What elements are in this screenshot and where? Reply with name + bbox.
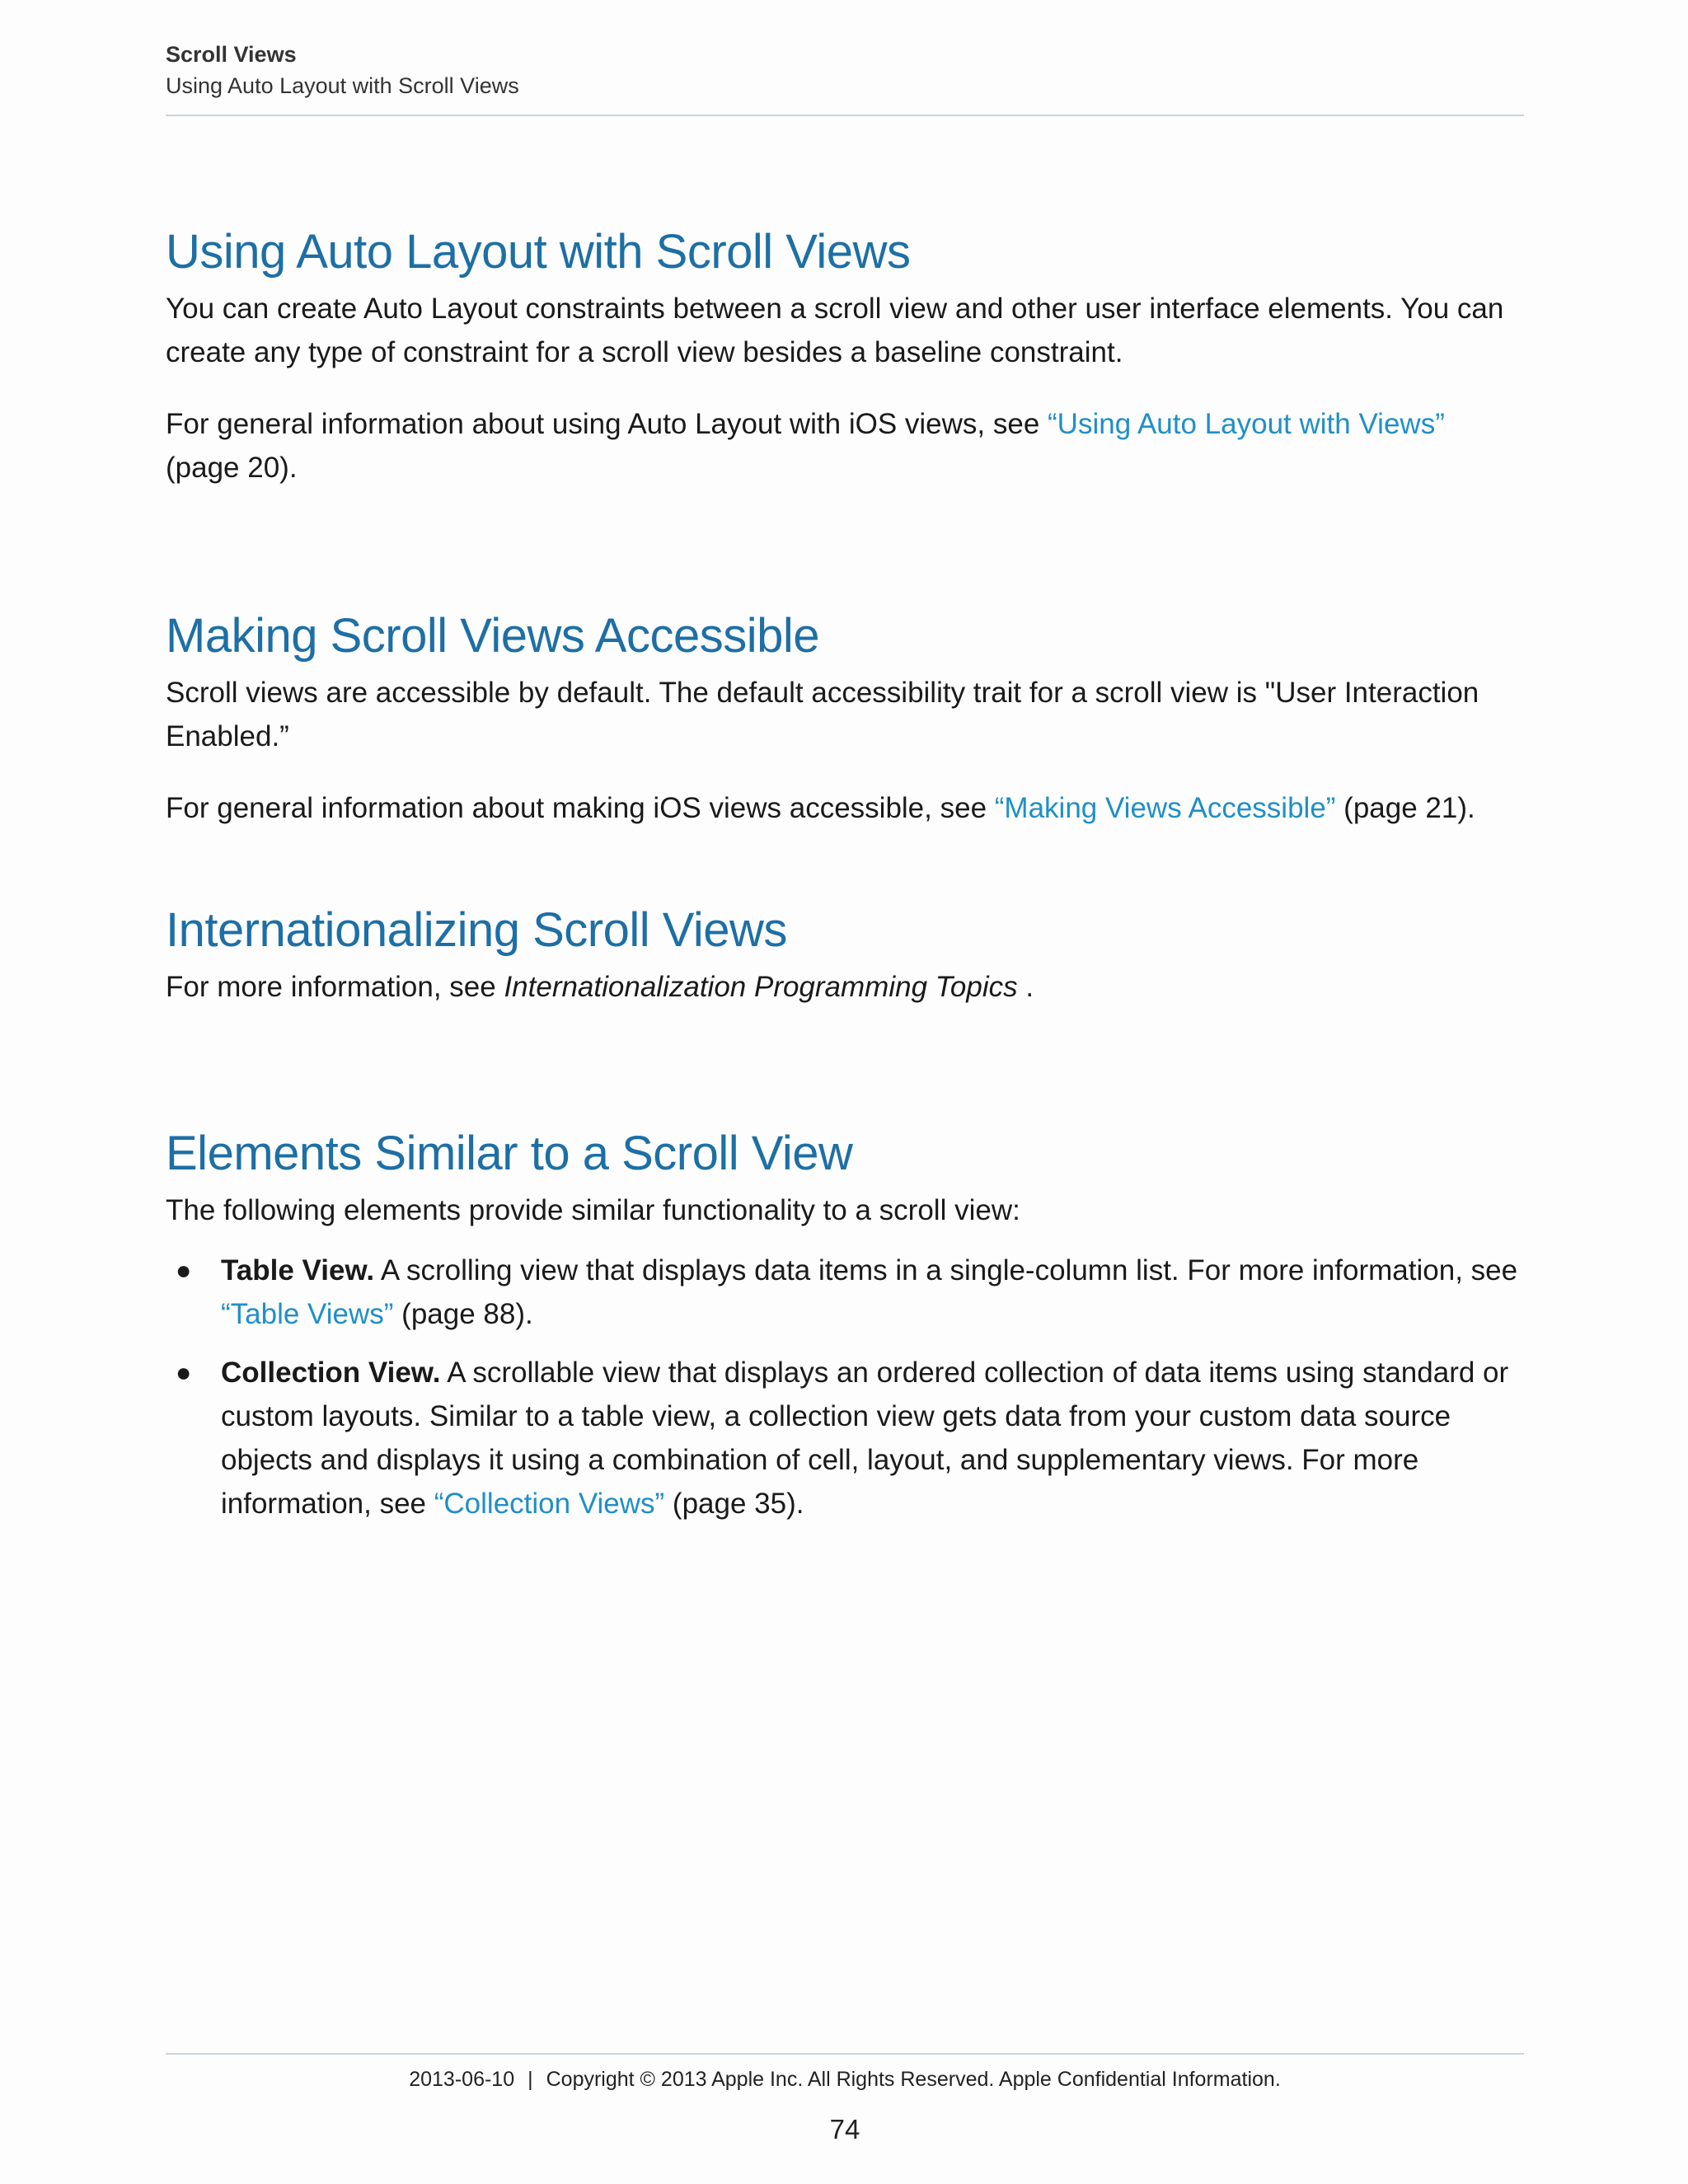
cross-reference-paragraph: [166, 965, 1524, 1009]
section-heading: Making Scroll Views Accessible: [166, 609, 820, 663]
text: For general information about making iOS views accessible, see: [166, 792, 995, 824]
section-heading: Using Auto Layout with Scroll Views: [166, 225, 911, 279]
list-item: [166, 1351, 1524, 1526]
footer-date: 2013-06-10: [409, 2068, 515, 2091]
page-number: 74: [829, 2114, 860, 2144]
section-similar-elements: [166, 1124, 1524, 1540]
section-heading: Elements Similar to a Scroll View: [166, 1127, 853, 1180]
text: For more information, see: [166, 971, 504, 1003]
text: (page 20).: [166, 452, 298, 484]
element-list: [166, 1249, 1524, 1526]
text: For general information about using Auto Layout with iOS views, see: [166, 408, 1048, 440]
footer-copyright: Copyright © 2013 Apple Inc. All Rights Reserved. Apple Confidential Information.: [546, 2068, 1281, 2091]
list-item-page-ref: (page 35).: [664, 1488, 804, 1520]
bullet-icon: ●: [176, 1357, 192, 1387]
list-item-page-ref: (page 88).: [393, 1298, 533, 1330]
list-item-text: A scrolling view that displays data items in a single-column list. For more information, see: [374, 1254, 1518, 1286]
footer-copyright-line: [166, 2064, 1524, 2094]
cross-reference-paragraph: [166, 786, 1524, 830]
section-accessibility: [166, 607, 1524, 830]
link-collection-views[interactable]: “Collection Views”: [434, 1488, 665, 1520]
list-item: [166, 1249, 1524, 1336]
section-heading: Internationalizing Scroll Views: [166, 903, 787, 957]
list-item-term: Collection View.: [221, 1357, 441, 1389]
footer-divider: [166, 2053, 1524, 2055]
paragraph: Scroll views are accessible by default. The default accessibility trait for a scroll view is "User Interaction Enabled.”: [166, 677, 1479, 752]
paragraph: The following elements provide similar functionality to a scroll view:: [166, 1194, 1020, 1226]
book-title-reference: Internationalization Programming Topics: [504, 971, 1018, 1003]
bullet-icon: ●: [176, 1255, 192, 1285]
text: (page 21).: [1335, 792, 1475, 824]
section-auto-layout: [166, 223, 1524, 490]
list-item-term: Table View.: [221, 1254, 375, 1286]
section-internationalizing: [166, 901, 1524, 1009]
list-item-text: A scrollable view that displays an ordered collection of data items using standard or custom layouts. Similar to a table view, a collection view gets data from your custom data source objects and displays it using a combination of cell, layout, and supplementary views. For more information, see: [221, 1357, 1509, 1520]
link-using-auto-layout-with-views[interactable]: “Using Auto Layout with Views”: [1048, 408, 1445, 440]
text: .: [1017, 971, 1034, 1003]
link-making-views-accessible[interactable]: “Making Views Accessible”: [994, 792, 1336, 824]
page-header: [166, 40, 1524, 102]
link-table-views[interactable]: “Table Views”: [221, 1298, 394, 1330]
header-section-title: Using Auto Layout with Scroll Views: [166, 73, 519, 98]
header-chapter-title: Scroll Views: [166, 42, 297, 67]
paragraph: You can create Auto Layout constraints between a scroll view and other user interface elements. You can create any type of constraint for a scroll view besides a baseline constraint.: [166, 293, 1504, 368]
footer-separator: |: [528, 2068, 533, 2091]
header-divider: [166, 115, 1524, 116]
cross-reference-paragraph: [166, 402, 1524, 490]
